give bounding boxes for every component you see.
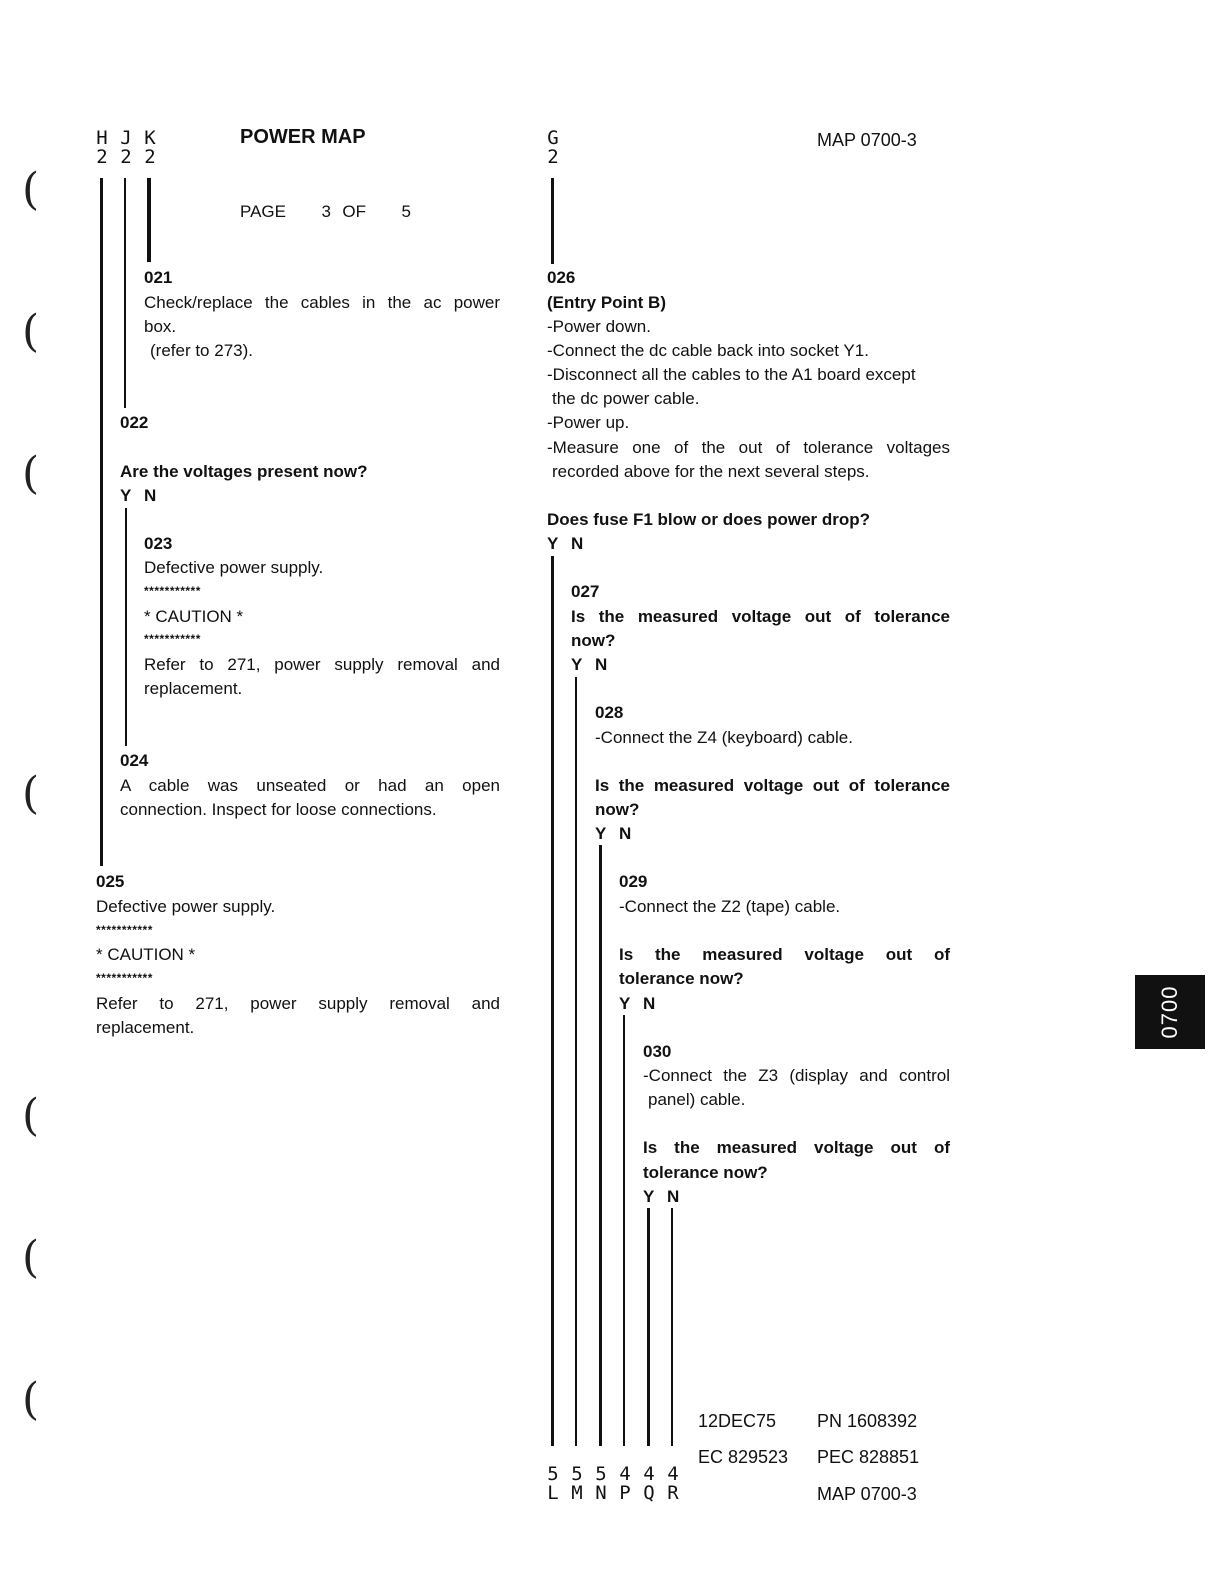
flow-line-028-y	[599, 845, 602, 1446]
step-question: tolerance now?	[643, 1163, 768, 1182]
connector-letter: Q	[643, 1482, 655, 1504]
step-question: Is the measured voltage out of tolerance	[571, 607, 950, 626]
entry-point: (Entry Point B)	[547, 293, 666, 312]
connector-number: 2	[96, 146, 108, 168]
step-number: 026	[547, 268, 576, 287]
connector-letter: L	[547, 1482, 559, 1504]
step-text: recorded above for the next several steps.	[552, 462, 870, 481]
step-question: Does fuse F1 blow or does power drop?	[547, 510, 871, 529]
no-label: N	[643, 994, 656, 1013]
connector-letter: H	[96, 127, 108, 149]
yes-label: Y	[571, 655, 583, 674]
step-text: replacement.	[96, 1018, 195, 1037]
map-id: MAP 0700-3	[817, 130, 917, 150]
flow-line-k	[147, 178, 151, 262]
step-text: Defective power supply.	[96, 897, 276, 916]
step-text: -Connect the Z4 (keyboard) cable.	[595, 728, 853, 747]
step-text: -Measure one of the out of tolerance voltages	[547, 438, 950, 457]
no-label: N	[144, 486, 157, 505]
step-question: Is the measured voltage out of tolerance	[595, 776, 950, 795]
step-text: panel) cable.	[648, 1090, 746, 1109]
connector-number: 5	[595, 1463, 607, 1485]
page-number: 3	[321, 202, 331, 221]
flow-line-g	[551, 178, 554, 264]
caution-stars: ***********	[96, 923, 153, 937]
step-number: 028	[595, 703, 624, 722]
no-label: N	[595, 655, 608, 674]
footer-pec: PEC 828851	[817, 1447, 920, 1467]
step-number: 021	[144, 268, 173, 287]
yes-label: Y	[547, 534, 559, 553]
connector-number: 2	[120, 146, 132, 168]
step-text: -Power down.	[547, 317, 651, 336]
flow-line-030-y	[647, 1208, 650, 1446]
connector-letter: K	[144, 127, 156, 149]
step-question: tolerance now?	[619, 969, 744, 988]
binder-hole: (	[22, 164, 40, 215]
caution-label: * CAUTION *	[96, 945, 196, 964]
flow-line-022-y	[125, 508, 127, 746]
step-text: -Connect the Z3 (display and control	[643, 1066, 950, 1085]
binder-hole: (	[22, 448, 40, 499]
connector-number: 4	[619, 1463, 631, 1485]
step-number: 024	[120, 751, 149, 770]
no-label: N	[667, 1187, 680, 1206]
connector-number: 2	[144, 146, 156, 168]
step-text: -Connect the Z2 (tape) cable.	[619, 897, 841, 916]
step-text: Defective power supply.	[144, 558, 324, 577]
step-number: 027	[571, 582, 600, 601]
footer-map-id: MAP 0700-3	[817, 1484, 917, 1504]
no-label: N	[619, 824, 632, 843]
connector-letter: P	[619, 1482, 631, 1504]
connector-number: 5	[571, 1463, 583, 1485]
flow-line-029-y	[623, 1015, 625, 1446]
footer-date: 12DEC75	[698, 1411, 777, 1431]
step-question: Is the measured voltage out of	[643, 1138, 950, 1157]
section-tab	[1135, 975, 1205, 1049]
yes-label: Y	[619, 994, 631, 1013]
step-question: now?	[571, 631, 616, 650]
caution-stars: ***********	[144, 584, 201, 598]
step-number: 022	[120, 413, 149, 432]
step-text: Refer to 271, power supply removal and	[144, 655, 500, 674]
step-text: box.	[144, 317, 177, 336]
step-text: -Connect the dc cable back into socket Y1.	[547, 341, 869, 360]
binder-hole: (	[22, 768, 40, 819]
connector-number: 4	[643, 1463, 655, 1485]
step-question: now?	[595, 800, 640, 819]
step-text: the dc power cable.	[552, 389, 700, 408]
connector-number: 5	[547, 1463, 559, 1485]
caution-stars: ***********	[144, 632, 201, 646]
flow-line-h	[100, 178, 103, 866]
step-question: Is the measured voltage out of	[619, 945, 950, 964]
step-text: A cable was unseated or had an open	[120, 776, 500, 795]
step-text: (refer to 273).	[150, 341, 253, 360]
flow-line-026-y	[551, 556, 554, 1446]
flow-line-027-y	[575, 677, 577, 1446]
step-number: 030	[643, 1042, 672, 1061]
yes-label: Y	[643, 1187, 655, 1206]
connector-letter: G	[547, 127, 559, 149]
no-label: N	[571, 534, 584, 553]
step-text: -Disconnect all the cables to the A1 board except	[547, 365, 916, 384]
page-label: PAGE	[240, 202, 286, 221]
binder-hole: (	[22, 306, 40, 357]
step-text: connection. Inspect for loose connections.	[120, 800, 437, 819]
step-text: Refer to 271, power supply removal and	[96, 994, 500, 1013]
page-indicator	[240, 200, 411, 224]
step-text: replacement.	[144, 679, 243, 698]
flow-line-030-n	[671, 1208, 673, 1446]
footer-part-number: PN 1608392	[817, 1411, 918, 1431]
page-of-label: OF	[342, 202, 366, 221]
flow-line-021-out	[124, 365, 126, 407]
step-number: 029	[619, 872, 648, 891]
step-text: Check/replace the cables in the ac power	[144, 293, 500, 312]
connector-letter: M	[571, 1482, 583, 1504]
connector-letter: J	[120, 127, 132, 149]
footer-ec: EC 829523	[698, 1447, 789, 1467]
page-title: POWER MAP	[240, 126, 366, 148]
step-text: -Power up.	[547, 413, 630, 432]
yes-label: Y	[595, 824, 607, 843]
section-tab-label: 0700	[1157, 985, 1182, 1039]
binder-hole: (	[22, 1090, 40, 1141]
binder-hole: (	[22, 1232, 40, 1283]
step-number: 023	[144, 534, 173, 553]
caution-stars: ***********	[96, 971, 153, 985]
connector-letter: R	[667, 1482, 679, 1504]
connector-letter: N	[595, 1482, 607, 1504]
connector-number: 2	[547, 146, 559, 168]
connector-number: 4	[667, 1463, 679, 1485]
yes-label: Y	[120, 486, 132, 505]
step-question: Are the voltages present now?	[120, 462, 368, 481]
step-number: 025	[96, 872, 125, 891]
caution-label: * CAUTION *	[144, 607, 244, 626]
binder-hole: (	[22, 1374, 40, 1425]
page-total: 5	[401, 202, 411, 221]
